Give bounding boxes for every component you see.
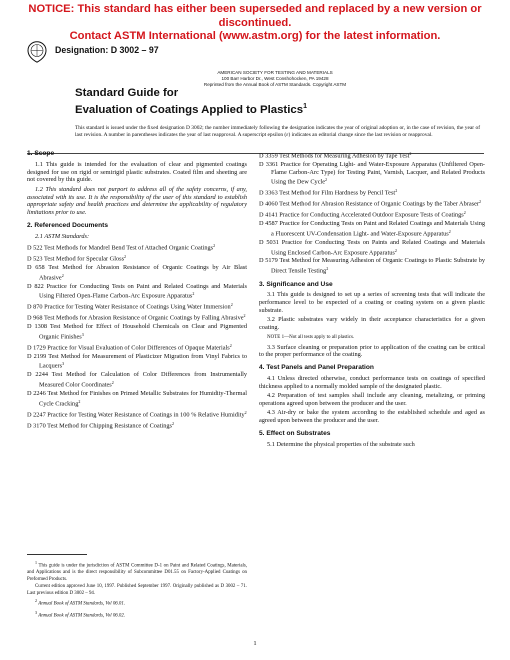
- footnote: [27, 610, 247, 620]
- title-line-2: [75, 100, 307, 117]
- designation: Designation: D 3002 – 97: [55, 45, 159, 55]
- reference-item: [259, 257, 485, 275]
- reference-item: [27, 323, 247, 341]
- footnote: [27, 584, 247, 597]
- footnote-mark: 2: [213, 243, 216, 249]
- reference-item: [27, 342, 247, 352]
- reference-text: D 5179 Test Method for Measuring Adhesion of Organic Coatings to Plastic Substrate by Direct Tensile Testing: [259, 257, 485, 275]
- reference-item: [27, 312, 247, 322]
- paragraph: 4.2 Preparation of test samples shall include any cleaning, metalizing, or priming operations agreed upon between the producer and the user.: [259, 392, 485, 408]
- footnote-mark: 2: [243, 313, 246, 319]
- title-footnote-mark: 1: [303, 103, 307, 110]
- footnote-divider: [27, 554, 87, 555]
- reference-item: [27, 283, 247, 301]
- section-heading: 3. Significance and Use: [259, 280, 333, 288]
- publisher-line: AMERICAN SOCIETY FOR TESTING AND MATERIALS: [217, 70, 333, 75]
- reference-text: D 522 Test Methods for Mandrel Bend Test of Attached Organic Coatings: [27, 244, 214, 252]
- reference-text: D 3363 Test Method for Film Hardness by Pencil Test: [259, 189, 396, 197]
- footnote-text: Annual Book of ASTM Standards, Vol 06.02.: [38, 613, 126, 619]
- footnote-mark: 2: [479, 199, 481, 205]
- right-column: [259, 150, 485, 450]
- reference-item: [27, 409, 247, 419]
- reference-text: D 1308 Test Method for Effect of Household Chemicals on Clear and Pigmented Organic Finishes: [27, 323, 247, 341]
- reference-item: [27, 242, 247, 252]
- reference-item: [27, 301, 247, 311]
- footnote-mark: 2: [61, 272, 64, 278]
- supersession-notice: [0, 3, 510, 44]
- footnote-mark: 2: [229, 342, 232, 348]
- footnote-mark: 2: [124, 254, 127, 260]
- reference-text: D 2246 Test Method for Finishes on Primed Metallic Substrates for Humidity-Thermal Cycle Cracking: [27, 390, 247, 408]
- left-column: [27, 150, 247, 431]
- paragraph: 3.2 Plastic substrates vary widely in their acceptance characteristics for a given coating.: [259, 316, 485, 332]
- reference-item: [259, 150, 485, 160]
- note: NOTE 1—Not all tests apply to all plastics.: [267, 334, 355, 340]
- footnote-mark: 2: [326, 266, 329, 272]
- notice-line-2: Contact ASTM International (www.astm.org) for the latest information.: [69, 30, 441, 42]
- reference-item: [259, 198, 485, 208]
- page-number: 1: [253, 640, 257, 647]
- reference-text: D 523 Test Method for Specular Gloss: [27, 255, 125, 263]
- paragraph: 4.3 Air-dry or bake the system according to the established schedule and aged as agreed upon between the producer and the user.: [259, 409, 485, 425]
- title-line-1: Standard Guide for: [75, 87, 179, 99]
- reference-item: [27, 371, 247, 389]
- notice-line-1: NOTICE: This standard has either been superseded and replaced by a new version or discontinued.: [28, 3, 482, 29]
- footnote-mark: 2: [394, 247, 397, 253]
- footnote-mark: 3: [81, 331, 84, 337]
- footnote-mark: 3: [62, 361, 65, 367]
- paragraph: 3.1 This guide is designed to set up a series of screening tests that will indicate the performance level to be expected of a coating or coating system on a given plastic substrate.: [259, 291, 485, 314]
- reference-list: [27, 242, 247, 430]
- footnote-mark: 2: [244, 409, 247, 415]
- reference-text: D 968 Test Methods for Abrasion Resistance of Organic Coatings by Falling Abrasive: [27, 314, 244, 322]
- footnote-mark: 2: [78, 398, 81, 404]
- footnote-mark: 2: [111, 380, 114, 386]
- footnote-mark: 2: [463, 210, 466, 216]
- reference-text: D 4141 Practice for Conducting Accelerated Outdoor Exposure Tests of Coatings: [259, 211, 464, 219]
- reference-item: [259, 161, 485, 187]
- publisher-line: Reprinted from the Annual Book of ASTM Standards. Copyright ASTM: [203, 82, 347, 87]
- reference-text: D 3359 Test Methods for Measuring Adhesion by Tape Test: [259, 152, 410, 160]
- footnote-mark: 2: [448, 228, 451, 234]
- title-text: Evaluation of Coatings Applied to Plastics: [75, 104, 304, 116]
- document-title: [75, 87, 307, 117]
- reference-list: [259, 150, 485, 276]
- paragraph: 4.1 Unless directed otherwise, conduct performance tests on coatings of specified thickness applied to a normally molded sample of the designated plastic.: [259, 375, 485, 390]
- footnote-mark: 1: [35, 560, 37, 565]
- reference-item: [27, 253, 247, 263]
- reference-text: D 4587 Practice for Conducting Tests on Paint and Related Coatings and Materials Using a Fluorescent UV-Condensation Light- and Water-Exposure Apparatus: [259, 220, 485, 238]
- reference-text: D 658 Test Method for Abrasion Resistance of Organic Coatings by Air Blast Abrasive: [27, 263, 247, 282]
- reference-text: D 1729 Practice for Visual Evaluation of Color Differences of Opaque Materials: [27, 344, 230, 352]
- reference-text: D 2247 Practice for Testing Water Resistance of Coatings in 100 % Relative Humidity: [27, 411, 245, 419]
- footnote-mark: 2: [395, 188, 398, 194]
- reference-text: D 2199 Test Method for Measurement of Plasticizer Migration from Vinyl Fabrics to Lacquers: [27, 352, 247, 370]
- reference-item: [27, 420, 247, 430]
- footnotes: [27, 560, 247, 621]
- section-heading: 2. Referenced Documents: [27, 221, 108, 229]
- subsection-label: 2.1 ASTM Standards:: [35, 232, 90, 240]
- reference-item: [259, 220, 485, 238]
- reference-text: D 870 Practice for Testing Water Resistance of Coatings Using Water Immersion: [27, 303, 231, 311]
- section-heading: 1. Scope: [27, 150, 55, 157]
- footnote-text: This guide is under the jurisdiction of ASTM Committee D-1 on Paint and Related Coatings, Materials, and Applications and is the direct responsibility of Subcommittee D01.55 on Factory-Applied Coatings on Preformed Products.: [27, 563, 247, 582]
- reference-text: D 5031 Practice for Conducting Tests on Paints and Related Coatings and Materials Using Enclosed Carbon-Arc Exposure Apparatus: [259, 238, 485, 257]
- publisher-line: 100 Barr Harbor Dr., West Conshohocken, PA 19428: [221, 76, 329, 81]
- paragraph-safety: 1.2 This standard does not purport to address all of the safety concerns, if any, associated with its use. It is the responsibility of the user of this standard to establish appropriate safety and health practices and determine the applicability of regulatory limitations prior to use.: [27, 185, 247, 217]
- reference-item: [27, 390, 247, 408]
- footnote-text: Current edition approved June 10, 1997. Published September 1997. Originally published as D 3002 – 71. Last previous edition D 3002 – 94.: [27, 584, 247, 596]
- footnote-mark: 2: [409, 151, 412, 156]
- footnote-mark: 2: [325, 177, 328, 183]
- reference-item: [27, 264, 247, 282]
- footnote: [27, 560, 247, 583]
- footnote-mark: 2: [35, 598, 37, 604]
- footnote-mark: 2: [230, 302, 233, 308]
- paragraph: 5.1 Determine the physical properties of the substrate such: [267, 440, 415, 448]
- footnote-mark: 2: [171, 420, 174, 426]
- section-heading: 4. Test Panels and Panel Preparation: [259, 364, 374, 372]
- reference-text: D 822 Practice for Conducting Tests on Paint and Related Coatings and Materials Using Filtered Open-Flame Carbon-Arc Exposure Apparatus: [27, 282, 247, 300]
- footnote-text: Annual Book of ASTM Standards, Vol 06.01.: [38, 601, 126, 607]
- reference-text: D 2244 Test Method for Calculation of Color Differences from Instrumentally Measured Color Coordinates: [27, 371, 247, 389]
- reference-item: [27, 353, 247, 371]
- astm-logo-icon: [27, 41, 47, 63]
- reference-item: [259, 239, 485, 257]
- reference-text: D 4060 Test Method for Abrasion Resistance of Organic Coatings by the Taber Abraser: [259, 200, 479, 208]
- reference-text: D 3361 Practice for Operating Light- and Water-Exposure Apparatus (Unfiltered Open-Flame Carbon-Arc Type) for Testing Paint, Varnish, Lacquer, and Related Products Using the Dew Cycle: [259, 160, 485, 186]
- paragraph: 1.1 This guide is intended for the evaluation of clear and pigmented coatings designed for use on rigid or semirigid plastic substrates. Coated film and sheeting are not covered by this guide.: [27, 160, 247, 184]
- footnote-mark: 3: [35, 609, 37, 615]
- reference-item: [259, 187, 485, 197]
- footnote: [27, 598, 247, 608]
- reference-item: [259, 209, 485, 219]
- paragraph: 3.3 Surface cleaning or preparation prior to application of the coating can be critical to the proper performance of the coating.: [259, 343, 485, 359]
- reference-text: D 3170 Test Method for Chipping Resistance of Coatings: [27, 422, 172, 430]
- footnote-mark: 2: [192, 291, 195, 297]
- publisher-block: [180, 70, 370, 88]
- section-heading: 5. Effect on Substrates: [259, 430, 331, 438]
- issuance-statement: This standard is issued under the fixed designation D 3002; the number immediately following the designation indicates the year of original adoption or, in the case of revision, the year of last revision. A number in parentheses indicates the year of last reapproval. A superscript epsilon (ε) indicates an editorial change since the last revision or reapproval.: [75, 125, 480, 139]
